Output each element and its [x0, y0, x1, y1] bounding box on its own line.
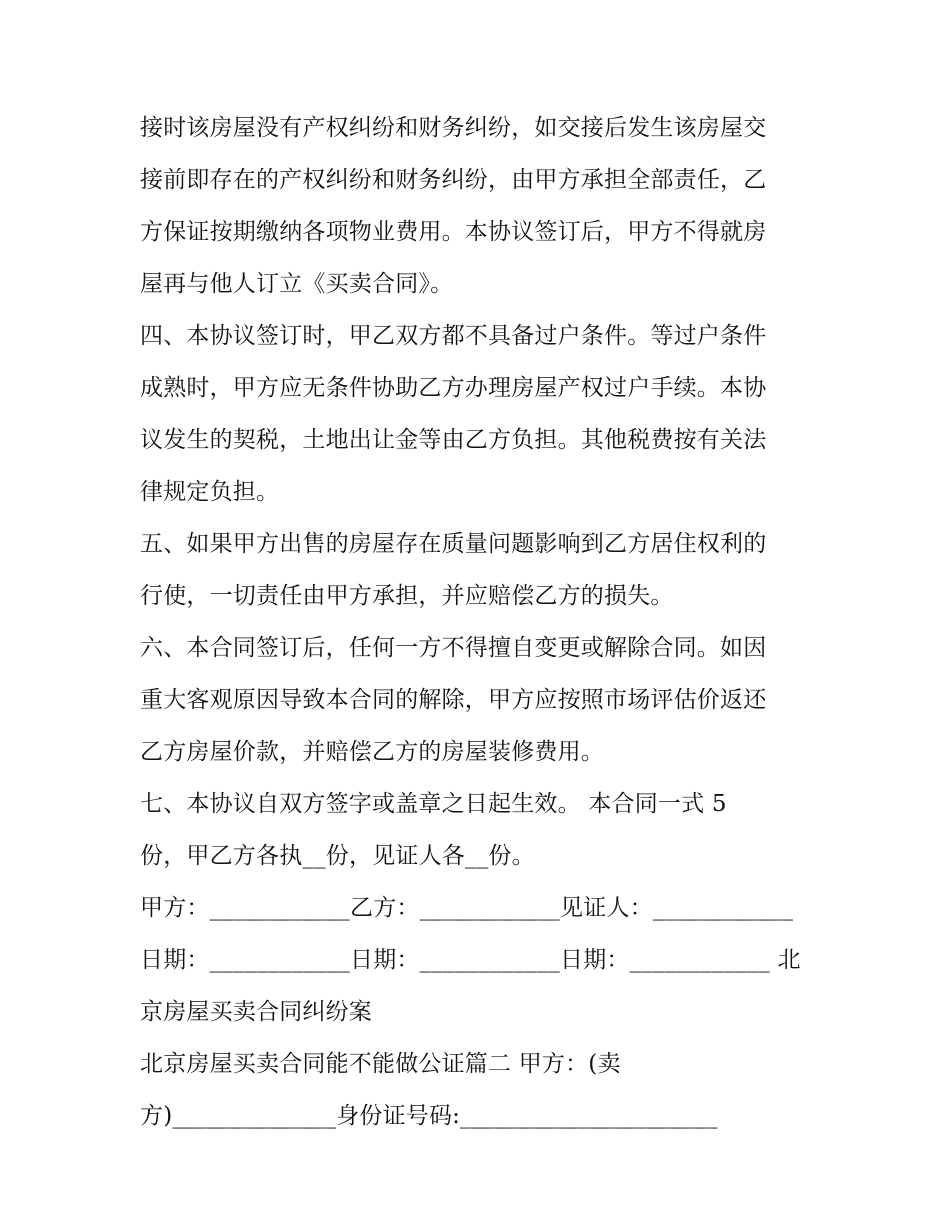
text-line: 议发生的契税，土地出让金等由乙方负担。其他税费按有关法 — [140, 427, 767, 453]
text-line: 重大客观原因导致本合同的解除，甲方应按照市场评估价返还 — [140, 687, 767, 713]
text-line: 接时该房屋没有产权纠纷和财务纠纷，如交接后发生该房屋交 — [140, 115, 767, 141]
signature-line: 甲方：____________乙方：____________见证人：____________ — [140, 895, 794, 921]
text-line: 成熟时，甲方应无条件协助乙方办理房屋产权过户手续。本协 — [140, 375, 767, 401]
text-line: 屋再与他人订立《买卖合同》。 — [140, 271, 454, 297]
text-line: 律规定负担。 — [140, 479, 280, 505]
text-line: 方保证按期缴纳各项物业费用。本协议签订后，甲方不得就房 — [140, 219, 767, 245]
text-line: 接前即存在的产权纠纷和财务纠纷，由甲方承担全部责任，乙 — [140, 167, 767, 193]
date-line: 日期：____________日期：____________日期：____________ 北 — [140, 947, 801, 973]
clause-four-line: 四、本协议签订时，甲乙双方都不具备过户条件。等过户条件 — [140, 323, 767, 349]
text-line: 份，甲乙方各执__份，见证人各__份。 — [140, 843, 535, 869]
text-line: 乙方房屋价款，并赔偿乙方的房屋装修费用。 — [140, 739, 604, 765]
clause-six-line: 六、本合同签订后，任何一方不得擅自变更或解除合同。如因 — [140, 635, 767, 661]
text-line: 行使，一切责任由甲方承担，并应赔偿乙方的损失。 — [140, 583, 674, 609]
section-heading-line: 北京房屋买卖合同能不能做公证篇二 甲方：(卖 — [140, 1051, 621, 1077]
clause-five-line: 五、如果甲方出售的房屋存在质量问题影响到乙方居住权利的 — [140, 531, 767, 557]
seller-id-line: 方)______________身份证号码:______________________ — [140, 1103, 718, 1129]
clause-seven-line: 七、本协议自双方签字或盖章之日起生效。 本合同一式 5 — [140, 791, 727, 817]
text-line: 京房屋买卖合同纠纷案 — [140, 999, 372, 1025]
